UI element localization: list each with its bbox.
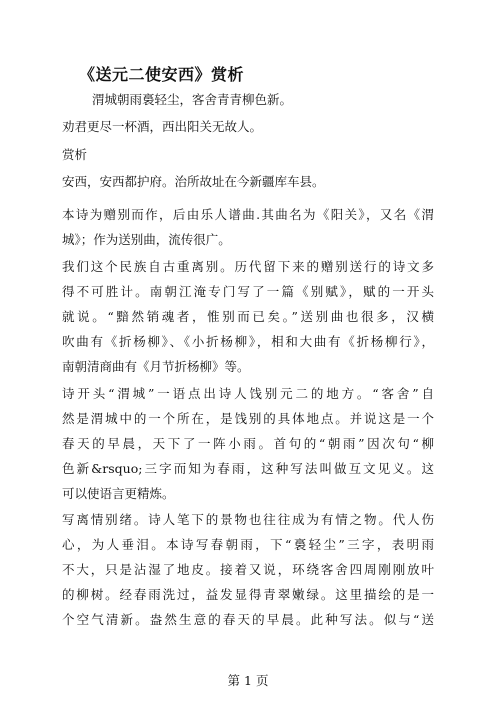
paragraph-line: 春天的早晨，天下了一阵小雨。首句的“朝雨”因次句“柳 — [62, 436, 434, 451]
paragraph-line: 色新&rsquo;三字而知为春雨，这种写法叫做互文见义。这 — [62, 461, 434, 476]
paragraph-line: 写离情别绪。诗人笔下的景物也往往成为有情之物。代人伤 — [62, 512, 434, 527]
paragraph-line: 诗开头“渭城”一语点出诗人饯别元二的地方。“客舍”自 — [62, 386, 435, 401]
paragraph-line: 可以使语言更精炼。 — [62, 486, 175, 501]
poem-line-2: 劝君更尽一杯酒，西出阳关无故人。 — [62, 119, 263, 134]
paragraph-line: 的柳树。经春雨洗过，益发显得青翠嫩绿。这里描绘的是一 — [62, 587, 434, 602]
paragraph-line: 城》；作为送别曲，流传很广。 — [62, 232, 231, 247]
paragraph-line: 吹曲有《折杨柳》、《小折杨柳》，相和大曲有《折杨柳行》， — [62, 334, 434, 349]
page-number: 第 1 页 — [227, 673, 269, 688]
paragraph-line: 得不可胜计。南朝江淹专门写了一篇《别赋》，赋的一开头 — [62, 284, 434, 299]
paragraph-line: 就说。“黯然销魂者，惟别而已矣。”送别曲也很多，汉横 — [62, 309, 434, 324]
paragraph-line: 个空气清新。盎然生意的春天的早晨。此种写法。似与“送 — [62, 612, 434, 627]
paragraph-line: 不大，只是沾湿了地皮。接着又说，环绕客舍四周刚刚放叶 — [62, 562, 434, 577]
paragraph-line: 然是渭城中的一个所在，是饯别的具体地点。并说这是一个 — [62, 411, 434, 426]
poem-line-1: 渭城朝雨裛轻尘，客舍青青柳色新。 — [92, 92, 293, 107]
document-title: 《送元二使安西》赏析 — [79, 65, 245, 84]
paragraph-line: 心，为人垂泪。本诗写春朝雨，下“裛轻尘”三字，表明雨 — [62, 537, 434, 552]
paragraph-line: 本诗为赠别而作，后由乐人谱曲.其曲名为《阳关》，又名《渭 — [62, 207, 434, 222]
paragraph-line: 南朝清商曲有《月节折杨柳》等。 — [62, 359, 250, 374]
note-line: 安西，安西都护府。治所故址在今新疆库车县。 — [62, 174, 325, 189]
paragraph-line: 我们这个民族自古重离别。历代留下来的赠别送行的诗文多 — [62, 259, 434, 274]
section-heading: 赏析 — [62, 147, 88, 162]
